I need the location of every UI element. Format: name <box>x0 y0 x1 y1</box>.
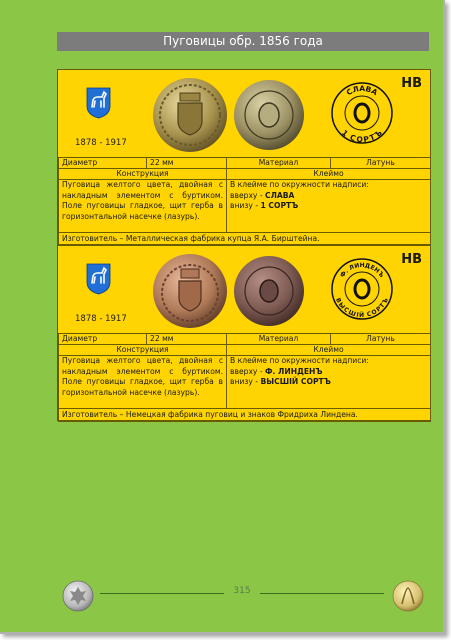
mark-bottom-line <box>230 377 427 388</box>
diameter-label: Диаметр <box>59 334 147 345</box>
material-value: Латунь <box>331 158 431 169</box>
material-label: Материал <box>227 158 331 169</box>
button-back-photo <box>233 255 305 327</box>
mark-intro: В клейме по окружности надписи: <box>230 180 369 189</box>
mark-top-line <box>230 191 427 202</box>
mark-bottom-label: внизу - <box>230 201 261 210</box>
button-card-2 <box>57 245 431 421</box>
page-title: Пуговицы обр. 1856 года <box>57 32 429 51</box>
mark-bottom-line <box>230 201 427 212</box>
button-back-photo <box>233 79 305 151</box>
maker-text: Изготовитель – Немецкая фабрика пуговиц и знаков Фридриха Линдена. <box>59 409 431 422</box>
diameter-value: 22 мм <box>147 158 227 169</box>
mark-top-label: вверху - <box>230 366 265 376</box>
diameter-value: 22 мм <box>147 334 227 345</box>
button-card-1 <box>57 69 431 245</box>
info-table <box>58 333 431 422</box>
mark-top-label: вверху - <box>230 190 265 200</box>
mark-label: Клеймо <box>227 169 431 180</box>
button-front-photo <box>152 77 228 153</box>
years-label: 1878 - 1917 <box>75 314 127 324</box>
stamp-top-text: Ф. ЛИНДЕНЪ <box>338 261 386 280</box>
mark-text <box>227 180 431 233</box>
stamp-bottom-text: ВЫСШІЙ СОРТЪ <box>334 296 390 320</box>
construction-label: Конструкция <box>59 169 227 180</box>
mark-top-line <box>230 367 427 378</box>
rarity-badge: НВ <box>401 76 422 91</box>
stamp-top-text: СЛАВА <box>344 83 380 98</box>
stamp-drawing <box>331 82 393 144</box>
construction-text: Пуговица желтого цвета, двойная с накладным элементом с буртиком. Поле пуговицы гладкое, щит герба в горизонтальной насечке (лазурь). <box>59 180 227 233</box>
mark-text <box>227 356 431 409</box>
material-value: Латунь <box>331 334 431 345</box>
mark-top-value: СЛАВА <box>265 190 295 200</box>
footer-line-right <box>260 593 384 594</box>
mark-bottom-label: внизу - <box>230 377 261 386</box>
info-table <box>58 157 431 246</box>
mark-label: Клеймо <box>227 345 431 356</box>
years-label: 1878 - 1917 <box>75 138 127 148</box>
construction-label: Конструкция <box>59 345 227 356</box>
diameter-label: Диаметр <box>59 158 147 169</box>
coat-of-arms-icon <box>86 87 111 119</box>
monogram-medal-icon <box>392 580 424 612</box>
image-row <box>58 246 430 334</box>
mark-bottom-value: 1 СОРТЪ <box>260 201 299 210</box>
material-label: Материал <box>227 334 331 345</box>
stamp-bottom-text: 1 СОРТЪ <box>339 128 384 144</box>
construction-text: Пуговица желтого цвета, двойная с накладным элементом с буртиком. Поле пуговицы гладкое, щит герба в горизонтальной насечке (лазурь). <box>59 356 227 409</box>
page-number: 315 <box>233 586 251 596</box>
footer-line-left <box>100 593 224 594</box>
stamp-drawing <box>331 258 393 320</box>
button-front-photo <box>152 253 228 329</box>
coat-of-arms-icon <box>86 263 111 295</box>
mark-bottom-value: ВЫСШІЙ СОРТЪ <box>260 377 331 386</box>
rarity-badge: НВ <box>401 252 422 267</box>
mark-top-value: Ф. ЛИНДЕНЪ <box>265 366 323 376</box>
image-row <box>58 70 430 158</box>
mark-intro: В клейме по окружности надписи: <box>230 356 369 365</box>
maker-text: Изготовитель – Металлическая фабрика купца Я.А. Бирштейна. <box>59 233 431 246</box>
emblem-medal-icon <box>62 580 94 612</box>
